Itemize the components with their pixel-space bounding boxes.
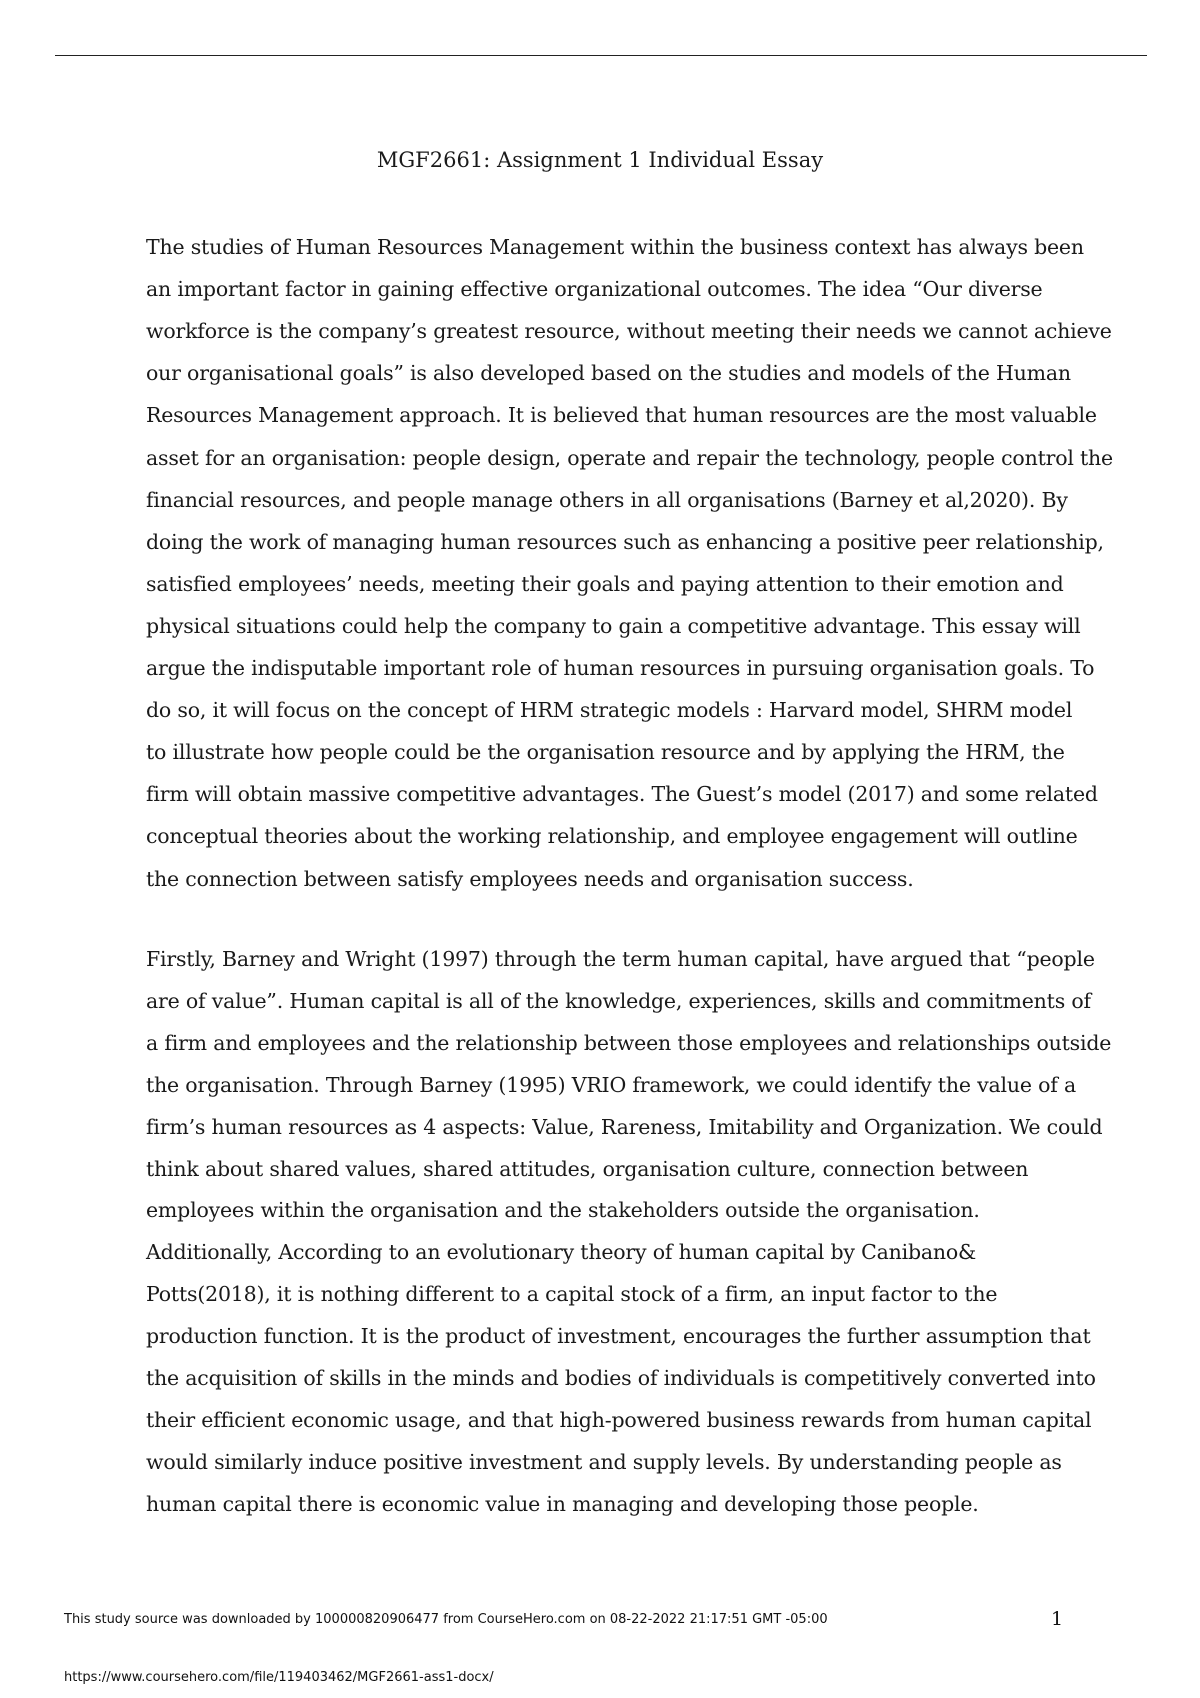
download-source-note: This study source was downloaded by 100000820906477 from CourseHero.com on 08-22-2022 21:17:51 GMT -05:00 bbox=[64, 1612, 828, 1627]
essay-line: employees within the organisation and the stakeholders outside the organisation. bbox=[146, 1198, 980, 1223]
essay-line: conceptual theories about the working relationship, and employee engagement will outline bbox=[146, 824, 1078, 849]
essay-line: Additionally, According to an evolutionary theory of human capital by Canibano& bbox=[146, 1240, 977, 1265]
essay-line: Potts(2018), it is nothing different to a capital stock of a firm, an input factor to the bbox=[146, 1282, 998, 1307]
essay-line: doing the work of managing human resources such as enhancing a positive peer relationship, bbox=[146, 529, 1104, 554]
top-rule bbox=[55, 55, 1147, 56]
essay-line: the organisation. Through Barney (1995) VRIO framework, we could identify the value of a bbox=[146, 1072, 1076, 1097]
essay-line: workforce is the company’s greatest resource, without meeting their needs we cannot achieve bbox=[146, 319, 1112, 344]
essay-line: financial resources, and people manage others in all organisations (Barney et al,2020). By bbox=[146, 487, 1068, 512]
essay-line: human capital there is economic value in managing and developing those people. bbox=[146, 1491, 979, 1516]
essay-line: firm will obtain massive competitive advantages. The Guest’s model (2017) and some related bbox=[146, 782, 1098, 807]
source-url-link[interactable]: https://www.coursehero.com/file/119403462/MGF2661-ass1-docx/ bbox=[64, 1670, 494, 1685]
essay-line: production function. It is the product of investment, encourages the further assumption that bbox=[146, 1324, 1091, 1349]
essay-line: do so, it will focus on the concept of HRM strategic models : Harvard model, SHRM model bbox=[146, 698, 1073, 723]
essay-line: physical situations could help the company to gain a competitive advantage. This essay will bbox=[146, 613, 1081, 638]
essay-line: asset for an organisation: people design, operate and repair the technology, people control the bbox=[146, 445, 1113, 470]
essay-line: satisfied employees’ needs, meeting their goals and paying attention to their emotion and bbox=[146, 571, 1064, 596]
essay-line: Resources Management approach. It is believed that human resources are the most valuable bbox=[146, 403, 1097, 428]
essay-line: our organisational goals” is also developed based on the studies and models of the Human bbox=[146, 361, 1071, 386]
essay-line: would similarly induce positive investment and supply levels. By understanding people as bbox=[146, 1449, 1062, 1474]
essay-line: The studies of Human Resources Management within the business context has always been bbox=[146, 235, 1084, 259]
essay-line: argue the indisputable important role of human resources in pursuing organisation goals. To bbox=[146, 656, 1095, 680]
essay-line: the connection between satisfy employees needs and organisation success. bbox=[146, 866, 914, 891]
essay-line: think about shared values, shared attitudes, organisation culture, connection between bbox=[146, 1156, 1029, 1181]
essay-line: to illustrate how people could be the organisation resource and by applying the HRM, the bbox=[146, 740, 1065, 765]
page-number: 1 bbox=[1051, 1608, 1064, 1630]
document-title: MGF2661: Assignment 1 Individual Essay bbox=[376, 148, 824, 172]
essay-line: Firstly, Barney and Wright (1997) through the term human capital, have argued that “people bbox=[146, 947, 1095, 971]
essay-line: firm’s human resources as 4 aspects: Value, Rareness, Imitability and Organization. We could bbox=[146, 1114, 1103, 1139]
essay-line: are of value”. Human capital is all of the knowledge, experiences, skills and commitments of bbox=[146, 988, 1091, 1013]
essay-line: their efficient economic usage, and that high-powered business rewards from human capital bbox=[146, 1407, 1092, 1432]
essay-line: the acquisition of skills in the minds and bodies of individuals is competitively converted into bbox=[146, 1366, 1096, 1390]
essay-line: a firm and employees and the relationship between those employees and relationships outside bbox=[146, 1030, 1112, 1055]
essay-line: an important factor in gaining effective organizational outcomes. The idea “Our diverse bbox=[146, 277, 1043, 302]
